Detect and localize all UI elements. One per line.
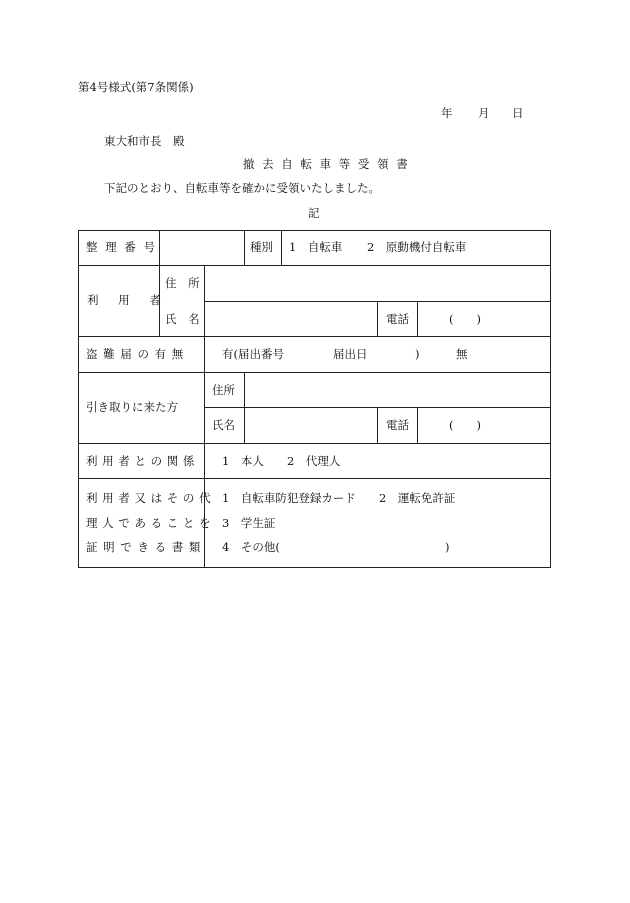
tounan-no-option[interactable]: 無	[456, 347, 468, 361]
shorui-label-line3: 証 明 で き る 書 類	[86, 540, 201, 554]
hikitori-jusho-label: 住所	[212, 383, 235, 397]
statement-text: 下記のとおり、自転車等を確かに受領いたしました。	[104, 181, 380, 195]
shorui-label-line1: 利 用 者 又 は そ の 代	[86, 491, 211, 505]
document-title: 撤 去 自 転 車 等 受 領 書	[243, 157, 408, 171]
denwa-label: 電話	[386, 312, 409, 326]
kankei-option-proxy[interactable]: 2 代理人	[287, 454, 341, 468]
shorui-option-registration-card[interactable]: 1 自転車防犯登録カード	[222, 491, 356, 505]
date-month-label: 月	[478, 106, 490, 120]
hikitori-denwa-label: 電話	[386, 418, 409, 432]
shorui-other-close-paren: )	[445, 540, 450, 554]
riyousha-label: 利 用 者	[87, 293, 161, 307]
addressee: 東大和市長 殿	[104, 134, 185, 148]
date-year-label: 年	[441, 106, 453, 120]
tounan-close-paren: )	[415, 347, 420, 361]
shubetsu-option-moped[interactable]: 2 原動機付自転車	[367, 240, 467, 254]
seiri-label: 整 理 番 号	[86, 240, 155, 254]
shubetsu-label: 種別	[250, 240, 273, 254]
shorui-option-drivers-license[interactable]: 2 運転免許証	[379, 491, 456, 505]
shimei-label: 氏 名	[165, 312, 200, 326]
receipt-table	[78, 230, 551, 568]
hikitori-shimei-label: 氏名	[212, 418, 235, 432]
date-day-label: 日	[512, 106, 524, 120]
denwa-value-field[interactable]: ( )	[449, 312, 481, 326]
jusho-label: 住 所	[165, 276, 200, 290]
tounan-label: 盗 難 届 の 有 無	[86, 347, 184, 361]
hikitori-label: 引き取りに来た方	[86, 400, 178, 414]
kankei-label: 利 用 者 と の 関 係	[86, 454, 195, 468]
tounan-date-label: 届出日	[333, 347, 368, 361]
tounan-yes-option[interactable]: 有(届出番号	[222, 347, 284, 361]
hikitori-denwa-value-field[interactable]: ( )	[449, 418, 481, 432]
kankei-option-self[interactable]: 1 本人	[222, 454, 264, 468]
shorui-label-line2: 理 人 で あ る こ と を	[86, 516, 211, 530]
shubetsu-option-bicycle[interactable]: 1 自転車	[289, 240, 343, 254]
shorui-option-student-id[interactable]: 3 学生証	[222, 516, 276, 530]
shorui-option-other[interactable]: 4 その他(	[222, 540, 280, 554]
form-id: 第4号様式(第7条関係)	[78, 80, 194, 94]
ki-label: 記	[308, 206, 320, 220]
